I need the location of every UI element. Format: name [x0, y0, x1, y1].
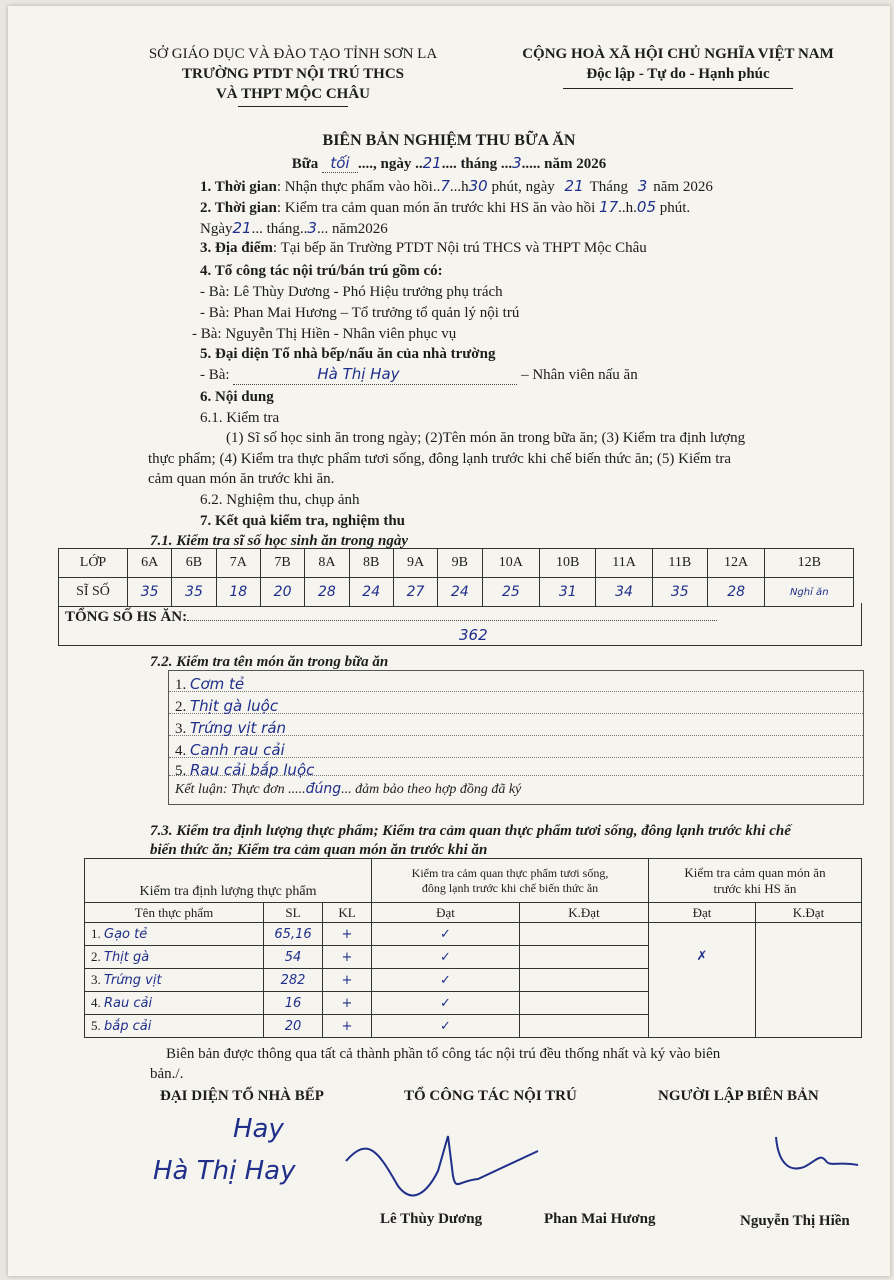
dish-item: 1. Cơm tẻ: [175, 675, 245, 693]
food-no: 1.: [91, 926, 101, 941]
s1-month: 3: [637, 177, 648, 195]
food-kl: +: [323, 992, 372, 1015]
s5-prefix: - Bà:: [200, 367, 230, 383]
col-dat-2: Đạt: [649, 903, 756, 923]
food-kdat: [520, 969, 649, 992]
class-cell: 6B: [172, 549, 216, 578]
class-cell: 10B: [540, 549, 596, 578]
food-name-cell: [85, 992, 264, 1015]
t3-header-row: [85, 859, 862, 903]
closing-line-1: Biên bản được thông qua tất cả thành phần tổ công tác nội trú đều thống nhất và ký vào biên: [166, 1046, 721, 1062]
food-no: 4.: [91, 995, 101, 1010]
food-kdat: [520, 923, 649, 946]
s1-label: 1. Thời gian: [200, 179, 277, 195]
t1-title: 7.1. Kiểm tra sĩ số học sinh ăn trong ngày: [150, 533, 408, 549]
food-dat: ✓: [372, 1015, 520, 1038]
food-dat: ✓: [372, 946, 520, 969]
s2-hour: 17: [599, 198, 619, 216]
food-no: 3.: [91, 972, 101, 987]
class-cell: 11A: [596, 549, 653, 578]
dish-box: [168, 670, 864, 805]
dish-name: Rau cải bắp luộc: [190, 761, 315, 779]
subtitle-ngay: ngày: [380, 156, 412, 172]
dish-name: Cơm tẻ: [190, 675, 245, 693]
food-dat2: ✗: [649, 923, 756, 1038]
ketluan-suffix: đảm bảo theo hợp đồng đã ký: [355, 782, 522, 797]
header-left-underline: [238, 106, 348, 107]
class-count-table: [58, 548, 854, 607]
school-name-1: TRƯỜNG PTDT NỘI TRÚ THCS: [182, 66, 404, 82]
s6-sub2: 6.2. Nghiệm thu, chụp ảnh: [200, 492, 360, 508]
section-2: 2. Thời gian: Kiểm tra cảm quan món ăn trước khi HS ăn vào hồi 17..h.05 phút.: [200, 198, 691, 216]
food-kl: +: [323, 1015, 372, 1038]
s1-text: : Nhận thực phẩm vào hồi: [276, 179, 433, 195]
s4-member-2: - Bà: Phan Mai Hương – Tổ trưởng tổ quản lý nội trú: [200, 305, 520, 321]
t3-subheader-row: [85, 903, 862, 923]
class-cell: 8B: [349, 549, 393, 578]
closing-line-2: bản./.: [150, 1066, 184, 1082]
s5-label: 5. Đại diện Tổ nhà bếp/nấu ăn của nhà trường: [200, 346, 496, 362]
total-box: [58, 603, 862, 646]
signature-scribble-hien: [768, 1131, 868, 1181]
national-motto: Độc lập - Tự do - Hạnh phúc: [586, 66, 770, 82]
food-kdat: [520, 992, 649, 1015]
subtitle-thang: tháng: [460, 156, 498, 172]
count-cell: 35: [652, 578, 707, 607]
food-name: Thịt gà: [104, 950, 150, 965]
document-page: [8, 6, 890, 1276]
count-cell: 31: [540, 578, 596, 607]
col-kl: KL: [323, 903, 372, 923]
s2-label: 2. Thời gian: [200, 200, 277, 216]
dish-name: Thịt gà luộc: [190, 697, 279, 715]
s2-month: 3: [307, 219, 317, 237]
s5-name: Hà Thị Hay: [233, 364, 517, 385]
t3-title-1: 7.3. Kiểm tra định lượng thực phẩm; Kiểm tra cảm quan thực phẩm tươi sống, đông lạnh trước khi chế: [150, 823, 791, 839]
col-monan-2: trước khi HS ăn: [713, 880, 797, 896]
class-cell: 11B: [652, 549, 707, 578]
col-tuoisong: [372, 859, 649, 903]
s1-thang: Tháng: [589, 179, 628, 195]
s2-year: năm2026: [331, 221, 388, 237]
col-ten: Tên thực phẩm: [85, 903, 264, 923]
col-tuoisong-2: đông lạnh trước khi chế biến thức ăn: [421, 880, 599, 895]
s6-para-3: cảm quan món ăn trước khi ăn.: [148, 471, 335, 487]
food-kdat2: [756, 923, 862, 1038]
s2-ngay: Ngày: [200, 221, 233, 237]
count-cell: 24: [349, 578, 393, 607]
count-cell: 35: [172, 578, 216, 607]
count-cell: 34: [596, 578, 653, 607]
class-cell: 12B: [765, 549, 854, 578]
count-cell: 25: [482, 578, 540, 607]
department-name: SỞ GIÁO DỤC VÀ ĐÀO TẠO TỈNH SƠN LA: [148, 46, 438, 62]
s3-text: : Tại bếp ăn Trường PTDT Nội trú THCS và THPT Mộc Châu: [272, 240, 647, 256]
food-row: [85, 923, 862, 946]
signer-name-hien: Nguyễn Thị Hiền: [740, 1213, 850, 1229]
header-left: [128, 44, 458, 107]
dish-item: 5. Rau cải bắp luộc: [175, 761, 315, 779]
food-kdat: [520, 1015, 649, 1038]
food-kl: +: [323, 946, 372, 969]
food-kdat: [520, 946, 649, 969]
food-name-cell: [85, 1015, 264, 1038]
count-cell: 27: [393, 578, 437, 607]
food-dat: ✓: [372, 992, 520, 1015]
s5-role: – Nhân viên nấu ăn: [521, 367, 638, 383]
col-monan: [649, 859, 862, 903]
s6-para-2: thực phẩm; (4) Kiểm tra thực phẩm tươi sống, đông lạnh trước khi chế biến thức ăn; (5) Kiểm tra: [148, 451, 732, 467]
col-tuoisong-1: Kiểm tra cảm quan thực phẩm tươi sống,: [411, 865, 609, 880]
s2-text: : Kiểm tra cảm quan món ăn trước khi HS ăn vào hồi: [276, 200, 596, 216]
day-value: 21: [422, 154, 442, 172]
food-dat: ✓: [372, 969, 520, 992]
class-cell: 8A: [305, 549, 349, 578]
header-right: [498, 44, 858, 89]
dish-name: Canh rau cải: [190, 741, 285, 759]
menu-conclusion: Kết luận: Thực đơn .....đúng... đảm bảo theo hợp đồng đã ký: [175, 781, 522, 797]
dish-rule: [169, 691, 863, 692]
sig-col2-title: TỔ CÔNG TÁC NỘI TRÚ: [404, 1088, 577, 1104]
food-name: Rau cải: [104, 996, 153, 1011]
dish-item: 4. Canh rau cải: [175, 741, 285, 759]
class-cell: 9A: [393, 549, 437, 578]
food-name: Gạo tẻ: [104, 927, 148, 942]
class-cell: 9B: [438, 549, 482, 578]
s7-label: 7. Kết quả kiểm tra, nghiệm thu: [200, 513, 406, 529]
food-sl: 54: [264, 946, 323, 969]
food-name-cell: [85, 969, 264, 992]
school-name-2: VÀ THPT MỘC CHÂU: [215, 86, 371, 102]
lop-label: LỚP: [59, 549, 128, 578]
s6-label: 6. Nội dung: [200, 389, 274, 405]
food-no: 5.: [91, 1018, 101, 1033]
national-title: CỘNG HOÀ XÃ HỘI CHỦ NGHĨA VIỆT NAM: [522, 46, 834, 62]
signer-name-duong: Lê Thùy Dương: [380, 1211, 483, 1227]
total-value: 362: [459, 626, 488, 644]
s4-member-3: - Bà: Nguyễn Thị Hiền - Nhân viên phục vụ: [192, 326, 457, 342]
signature-hay-short: Hay: [233, 1114, 284, 1144]
food-name-cell: [85, 946, 264, 969]
class-row: [59, 549, 854, 578]
food-kl: +: [323, 923, 372, 946]
class-cell: 12A: [707, 549, 765, 578]
total-dotline: [187, 620, 717, 621]
col-dinhluong: Kiểm tra định lượng thực phẩm: [85, 859, 372, 903]
col-kdat-2: K.Đạt: [756, 903, 862, 923]
s2-minute: 05: [636, 198, 656, 216]
class-cell: 6A: [128, 549, 172, 578]
signer-name-huong: Phan Mai Hương: [544, 1211, 656, 1227]
total-label-text: TỔNG SỐ HS ĂN:: [65, 609, 188, 625]
col-kdat-1: K.Đạt: [520, 903, 649, 923]
signature-scribble-duong: [338, 1131, 548, 1211]
sig-col3-title: NGƯỜI LẬP BIÊN BẢN: [658, 1088, 819, 1104]
food-check-table: [84, 858, 862, 1038]
dish-item: 2. Thịt gà luộc: [175, 697, 279, 715]
siso-label: SĨ SỐ: [59, 578, 128, 607]
food-sl: 65,16: [264, 923, 323, 946]
col-sl: SL: [264, 903, 323, 923]
sig-col1-title: ĐẠI DIỆN TỔ NHÀ BẾP: [160, 1088, 324, 1104]
subtitle-bua: Bữa: [291, 156, 319, 172]
ketluan-prefix: Kết luận: Thực đơn: [175, 782, 285, 797]
food-dat: ✓: [372, 923, 520, 946]
count-cell: 20: [260, 578, 304, 607]
col-monan-1: Kiểm tra cảm quan món ăn: [684, 864, 826, 880]
s2-thang: tháng: [266, 221, 300, 237]
s5-member: [200, 364, 638, 385]
s4-member-1: - Bà: Lê Thùy Dương - Phó Hiệu trưởng phụ trách: [200, 284, 503, 300]
s1-hour: 7: [440, 177, 450, 195]
s1-h: h: [461, 179, 469, 195]
s1-minute: 30: [468, 177, 488, 195]
class-cell: 7A: [216, 549, 260, 578]
s6-sub1: 6.1. Kiểm tra: [200, 410, 280, 426]
s4-label: 4. Tổ công tác nội trú/bán trú gồm có:: [200, 263, 443, 279]
count-cell: Nghỉ ăn: [765, 578, 854, 607]
food-name-cell: [85, 923, 264, 946]
t3-title-2: biến thức ăn; Kiểm tra cảm quan món ăn trước khi ăn: [150, 842, 488, 858]
food-no: 2.: [91, 949, 101, 964]
s2-day: 21: [232, 219, 252, 237]
header-right-underline: [563, 88, 793, 89]
food-sl: 16: [264, 992, 323, 1015]
food-kl: +: [323, 969, 372, 992]
ketluan-value: đúng: [305, 781, 342, 797]
count-cell: 28: [707, 578, 765, 607]
t2-title: 7.2. Kiểm tra tên món ăn trong bữa ăn: [150, 654, 389, 670]
meal-value: tối: [322, 154, 358, 173]
food-sl: 20: [264, 1015, 323, 1038]
food-name: Trứng vịt: [104, 973, 162, 988]
s1-phut-ngay: phút, ngày: [491, 179, 555, 195]
dish-item: 3. Trứng vịt rán: [175, 719, 287, 737]
document-title: BIÊN BẢN NGHIỆM THU BỮA ĂN: [322, 132, 576, 149]
class-cell: 7B: [260, 549, 304, 578]
col-dat-1: Đạt: [372, 903, 520, 923]
s2-phut: phút.: [659, 200, 691, 216]
dish-name: Trứng vịt rán: [190, 719, 287, 737]
section-2-date: Ngày21... tháng..3... năm2026: [200, 219, 388, 237]
section-1: 1. Thời gian: Nhận thực phẩm vào hồi..7...h30 phút, ngày 21 Tháng 3 năm 2026: [200, 177, 713, 195]
count-cell: 18: [216, 578, 260, 607]
s3-label: 3. Địa điểm: [200, 240, 273, 256]
class-cell: 10A: [482, 549, 540, 578]
s1-day: 21: [564, 177, 584, 195]
signature-hay-full: Hà Thị Hay: [153, 1156, 296, 1186]
food-name: bắp cải: [104, 1019, 152, 1034]
s6-para-1: (1) Sĩ số học sinh ăn trong ngày; (2)Tên món ăn trong bữa ăn; (3) Kiểm tra định lượng: [226, 430, 746, 446]
section-3: [200, 238, 647, 258]
s1-year: năm 2026: [653, 179, 713, 195]
count-cell: 24: [438, 578, 482, 607]
total-label: [65, 607, 717, 627]
subtitle-nam: năm 2026: [544, 156, 607, 172]
food-sl: 282: [264, 969, 323, 992]
count-cell: 35: [128, 578, 172, 607]
document-subtitle: Bữa tối ...., ngày ..21.... tháng ...3..... năm 2026: [291, 154, 607, 172]
month-value: 3: [512, 154, 522, 172]
count-cell: 28: [305, 578, 349, 607]
s2-h: h: [625, 200, 634, 216]
